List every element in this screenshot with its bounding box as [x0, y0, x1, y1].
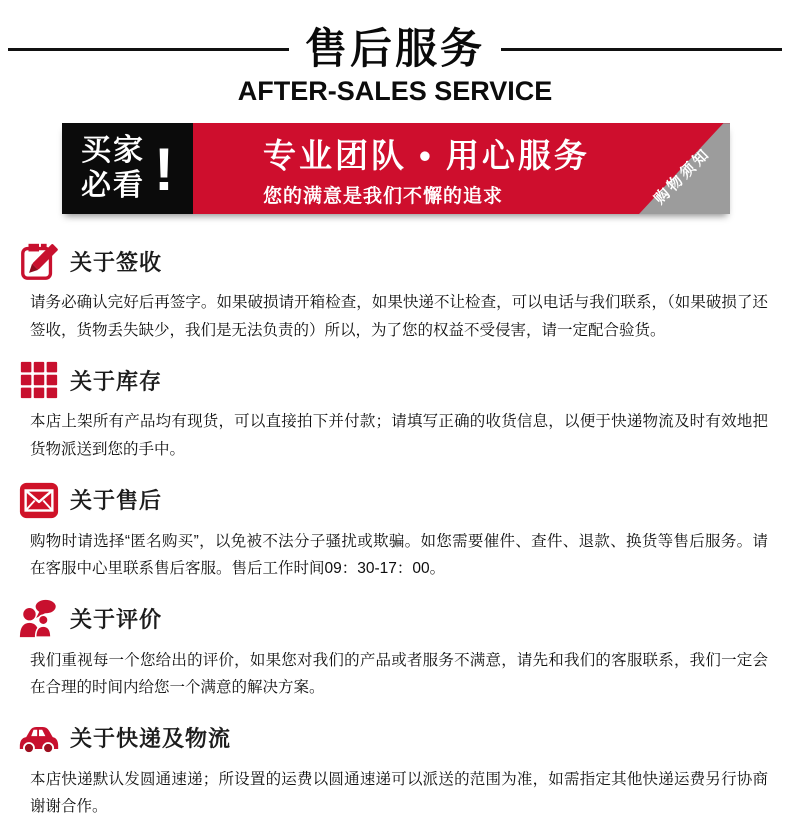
section-reviews — [18, 598, 770, 702]
section-inventory — [18, 359, 770, 463]
banner-left-line2: 必看 — [81, 168, 145, 202]
section-body: 本店上架所有产品均有现货，可以直接拍下并付款；请填写正确的收货信息，以便于快递物流及时有效地把货物派送到您的手中。 — [30, 413, 768, 458]
banner-subheadline: 您的满意是我们不懈的追求 — [263, 185, 504, 207]
signature-pen-icon — [18, 240, 60, 282]
section-body: 我们重视每一个您给出的评价，如果您对我们的产品或者服务不满意，请先和我们的客服联系，我们一定会在合理的时间内给您一个满意的解决方案。 — [30, 651, 768, 697]
section-header — [18, 240, 770, 282]
banner-left-text — [81, 134, 145, 203]
banner-buyer-must-read — [62, 123, 193, 214]
title-rule-right — [501, 48, 782, 51]
section-after-sales — [18, 479, 770, 583]
section-body: 请务必确认完好后再签字。如果破损请开箱检查，如果快递不让检查，可以电话与我们联系，（如果破损了还签收，货物丢失缺少，我们是无法负责的）所以，为了您的权益不受侵害，请一定配合验货。 — [30, 294, 768, 339]
delivery-car-icon — [18, 717, 60, 759]
section-shipping — [18, 717, 770, 821]
section-body: 本店快递默认发圆通速递；所设置的运费以圆通速递可以派送的范围为准，如需指定其他快递运费另行协商谢谢合作。 — [30, 770, 768, 816]
page-title: 售后服务 — [305, 25, 486, 72]
banner-main — [193, 123, 730, 214]
section-body: 购物时请选择“匿名购买”，以免被不法分子骚扰或欺骗。如您需要催件、查件、退款、换货等售后服务。请在客服中心里联系售后客服。售后工作时间09：30-17：00。 — [30, 532, 768, 578]
section-header — [18, 598, 770, 640]
buyer-notice-banner — [62, 123, 730, 214]
inventory-grid-icon — [18, 359, 60, 401]
mail-icon — [18, 479, 60, 521]
banner-left-line1: 买家 — [81, 134, 145, 168]
corner-ribbon-label: 购物须知 — [651, 144, 715, 208]
section-header — [18, 359, 770, 401]
banner-headline: 专业团队 • 用心服务 — [263, 136, 590, 174]
section-title: 关于评价 — [70, 607, 163, 633]
section-sign-receipt — [18, 240, 770, 344]
section-title: 关于快递及物流 — [70, 726, 232, 752]
section-title: 关于签收 — [70, 249, 163, 275]
review-people-icon — [18, 598, 60, 640]
exclamation-mark: ! — [154, 136, 174, 204]
title-row — [0, 26, 790, 72]
section-title: 关于售后 — [70, 488, 163, 513]
section-header — [18, 479, 770, 521]
service-sections — [0, 214, 790, 835]
page-header — [0, 0, 790, 107]
page-subtitle: AFTER-SALES SERVICE — [237, 76, 553, 107]
section-header — [18, 717, 770, 759]
title-rule-left — [8, 48, 289, 51]
section-title: 关于库存 — [70, 368, 163, 394]
